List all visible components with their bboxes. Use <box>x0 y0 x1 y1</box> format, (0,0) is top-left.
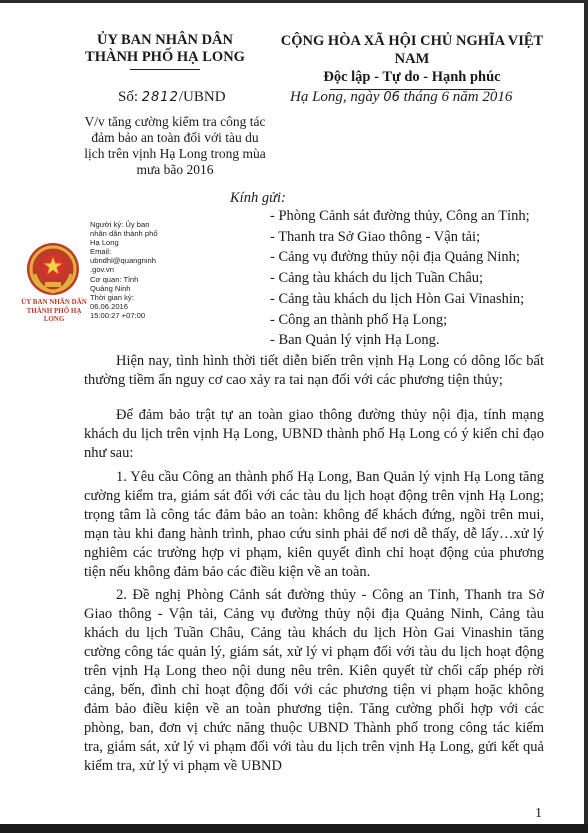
authority-line-2: THÀNH PHỐ HẠ LONG <box>85 49 245 65</box>
seal-caption-line-2: THÀNH PHỐ HẠ LONG <box>26 306 82 323</box>
authority-underline <box>130 69 200 70</box>
national-emblem-seal-icon <box>25 240 81 298</box>
body-paragraph: 1. Yêu cầu Công an thành phố Hạ Long, Ban Quản lý vịnh Hạ Long tăng cường kiểm tra, giám sát đối với các tàu du lịch hoạt động trên vịnh Hạ Long; trọng tâm là công tác đảm bảo an toàn: không để khách đứng, ngồi trên mui, mạn tàu khi đang hành trình, phao cứu sinh phải để nơi dễ thấy, dễ lấy…xử lý nghiêm các trường hợp vi phạm, kiên quyết đình chỉ hoạt động của phương tiện nếu không đảm bảo các điều kiện về an toàn. <box>84 469 544 580</box>
body-paragraph: Hiện nay, tình hình thời tiết diễn biến trên vịnh Hạ Long có dông lốc bất thường tiềm ẩn nguy cơ cao xảy ra tai nạn đối với các phương tiện thủy; <box>84 353 544 388</box>
scan-border-right <box>584 0 588 833</box>
signature-line: Người ký: Ủy ban <box>90 220 150 229</box>
place-date-day: 06 <box>383 90 400 105</box>
place-date <box>290 89 512 106</box>
signature-line: Email: <box>90 247 112 257</box>
signature-line: 15:00:27 +07:00 <box>90 310 146 320</box>
seal-caption-line-1: ỦY BAN NHÂN DÂN <box>21 298 87 306</box>
authority-line-1: ỦY BAN NHÂN DÂN <box>96 32 233 48</box>
signature-line: 06.06.2016 <box>90 301 129 311</box>
doc-number-value: 2812 <box>141 90 179 105</box>
national-heading <box>262 32 562 90</box>
recipient-item: - Cảng tàu khách du lịch Tuần Châu; <box>270 270 484 287</box>
nation-line-1: CỘNG HÒA XÃ HỘI CHỦ NGHĨA VIỆT NAM <box>280 33 544 67</box>
recipient-item: - Cảng tàu khách du lịch Hòn Gai Vinashin; <box>270 290 525 307</box>
recipient-item: - Thanh tra Sở Giao thông - Vận tải; <box>270 228 481 245</box>
seal-caption <box>18 298 90 324</box>
salutation: Kính gửi: <box>230 190 286 206</box>
recipient-item: - Phòng Cảnh sát đường thủy, Công an Tỉnh; <box>270 208 530 224</box>
signature-line: nhân dân thành phố <box>90 229 158 239</box>
signature-line: Thời gian ký: <box>90 292 134 302</box>
nation-line-2: Độc lập - Tự do - Hạnh phúc <box>323 69 501 85</box>
document-number <box>118 89 226 106</box>
body-paragraph: Để đảm bảo trật tự an toàn giao thông đường thủy nội địa, tính mạng khách du lịch trên vịnh Hạ Long, UBND thành phố Hạ Long có ý kiến chỉ đạo như sau: <box>84 407 544 461</box>
scan-border-top <box>0 0 588 3</box>
signature-line: .gov.vn <box>90 265 114 275</box>
place-date-rest: tháng 6 năm 2016 <box>403 89 513 105</box>
signature-line: ubndhl@quangninh <box>90 256 156 266</box>
digital-signature-info <box>90 220 178 320</box>
place-date-prefix: Hạ Long, ngày <box>290 89 380 105</box>
scan-border-bottom <box>0 824 588 833</box>
issuing-authority <box>70 32 260 70</box>
page-number: 1 <box>535 806 542 821</box>
recipient-list <box>270 206 530 351</box>
signature-line: Quảng Ninh <box>90 283 131 293</box>
recipient-item: - Cảng vụ đường thủy nội địa Quảng Ninh; <box>270 249 520 266</box>
signature-line: Cơ quan: Tỉnh <box>90 274 139 284</box>
recipient-item: - Ban Quản lý vịnh Hạ Long. <box>270 332 440 349</box>
doc-number-suffix: /UBND <box>178 89 226 105</box>
document-subject: V/v tăng cường kiểm tra công tác đảm bảo an toàn đối với tàu du lịch trên vịnh Hạ Long trong mùa mưa bão 2016 <box>84 114 266 177</box>
signature-line: Hạ Long <box>90 238 119 248</box>
recipient-item: - Công an thành phố Hạ Long; <box>270 311 448 328</box>
doc-number-prefix: Số: <box>118 89 139 105</box>
body-paragraph: 2. Đề nghị Phòng Cảnh sát đường thủy - Công an Tỉnh, Thanh tra Sở Giao thông - Vận tải, Cảng vụ đường thủy nội địa Quảng Ninh, Cảng tàu khách du lịch Tuần Châu, Cảng tàu khách du lịch Hòn Gai Vinashin tăng cường công tác quản lý, giám sát, xử lý vi phạm đối với tàu du lịch hoạt động trên vịnh Hạ Long theo nội dung nêu trên. Kiên quyết từ chối cấp phép rời cảng, bến, đình chỉ hoạt động đối với các phương tiện vi phạm hoặc không đảm bảo điều kiện về an toàn phương tiện. Tăng cường phối hợp với các phòng, ban, đơn vị chức năng thuộc UBND Thành phố trong công tác kiểm tra, giám sát, xử lý vi phạm đối với tàu du lịch trên vịnh Hạ Long, gửi kết quả kiểm tra, xử lý vi phạm về UBND <box>84 587 544 774</box>
